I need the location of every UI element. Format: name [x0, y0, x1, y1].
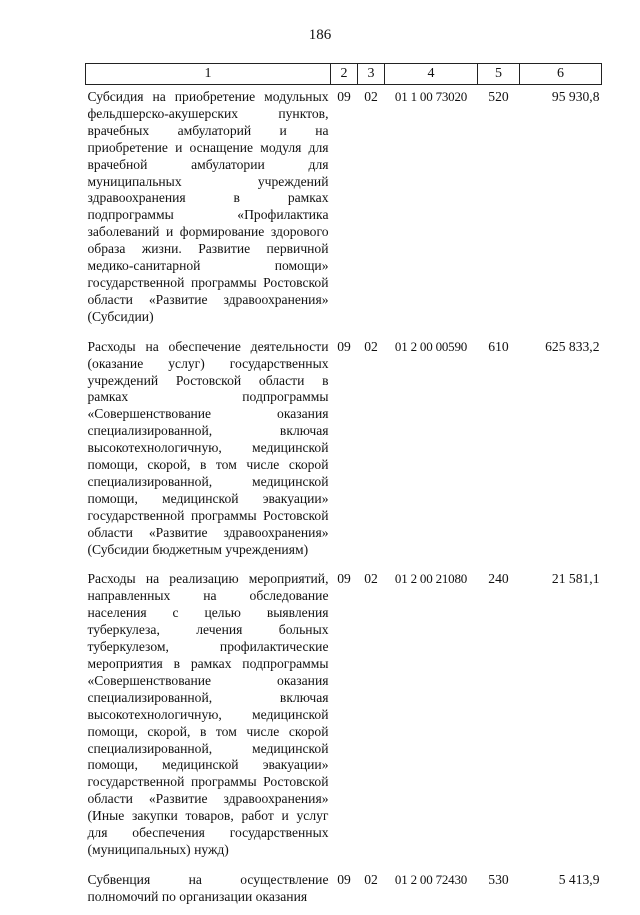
- row-amount: 21 581,1: [551, 571, 600, 587]
- row-section: 09: [337, 871, 351, 887]
- row-subsection: 02: [364, 338, 378, 354]
- row-target-article: 01 2 00 00590: [394, 338, 468, 354]
- budget-table: [85, 63, 602, 915]
- row-subsection: 02: [364, 571, 378, 587]
- row-amount: 5 413,9: [558, 871, 600, 887]
- row-expense-type: 530: [488, 871, 509, 887]
- row-section: 09: [337, 89, 351, 104]
- column-number-header: 4: [385, 64, 478, 85]
- column-number-header: 1: [86, 64, 331, 85]
- column-number-header: 2: [331, 64, 358, 85]
- table-row: [86, 85, 602, 335]
- row-section: 09: [337, 571, 351, 587]
- table-row: [86, 567, 602, 867]
- row-description: Субсидия на приобретение модульных фельдшерско-акушерских пунктов, врачебных амбулаторий и на приобретение и оснащение модуля для врачебной амбулатории для муниципальных учреждений здравоохранения в рамках подпрограммы «Профилактика заболеваний и формирование здорового образа жизни. Развитие первичной медико-санитарной помощи» государственной программы Ростовской области «Развитие здравоохранения» (Субсидии): [87, 89, 329, 324]
- row-expense-type: 520: [488, 89, 509, 104]
- row-description: Расходы на реализацию мероприятий, направленных на обследование населения с целью выявления туберкулеза, лечения больных туберкулезом, профилактические мероприятия в рамках подпрограммы «Совершенствование оказания специализированной, включая высокотехнологичную, медицинской помощи, скорой, в том числе скорой специализированной, медицинской помощи, медицинской эвакуации» государственной программы Ростовской области «Развитие здравоохранения» (Иные закупки товаров, работ и услуг для обеспечения государственных (муниципальных) нужд): [87, 571, 329, 857]
- row-target-article: 01 2 00 72430: [394, 871, 468, 887]
- table-row: [86, 868, 602, 915]
- row-expense-type: 240: [488, 571, 509, 587]
- column-number-header: 3: [358, 64, 385, 85]
- column-number-header: 5: [478, 64, 520, 85]
- column-number-header: 6: [520, 64, 602, 85]
- row-subsection: 02: [364, 89, 378, 104]
- row-subsection: 02: [364, 871, 378, 887]
- row-amount: 625 833,2: [545, 338, 600, 354]
- page-number: 186: [308, 27, 332, 43]
- row-expense-type: 610: [488, 338, 509, 354]
- row-target-article: 01 2 00 21080: [394, 571, 468, 587]
- row-section: 09: [337, 338, 351, 354]
- row-description: Расходы на обеспечение деятельности (оказание услуг) государственных учреждений Ростовской области в рамках подпрограммы «Совершенствование оказания специализированной, включая высокотехнологичную, медицинской помощи, скорой, в том числе скорой специализированной, медицинской помощи, медицинской эвакуации» государственной программы Ростовской области «Развитие здравоохранения» (Субсидии бюджетным учреждениям): [87, 338, 329, 557]
- row-amount: 95 930,8: [551, 89, 600, 104]
- row-description: Субвенция на осуществление полномочий по организации оказания: [87, 871, 329, 904]
- row-target-article: 01 1 00 73020: [394, 89, 468, 104]
- table-row: [86, 335, 602, 568]
- column-number-row: [86, 64, 602, 85]
